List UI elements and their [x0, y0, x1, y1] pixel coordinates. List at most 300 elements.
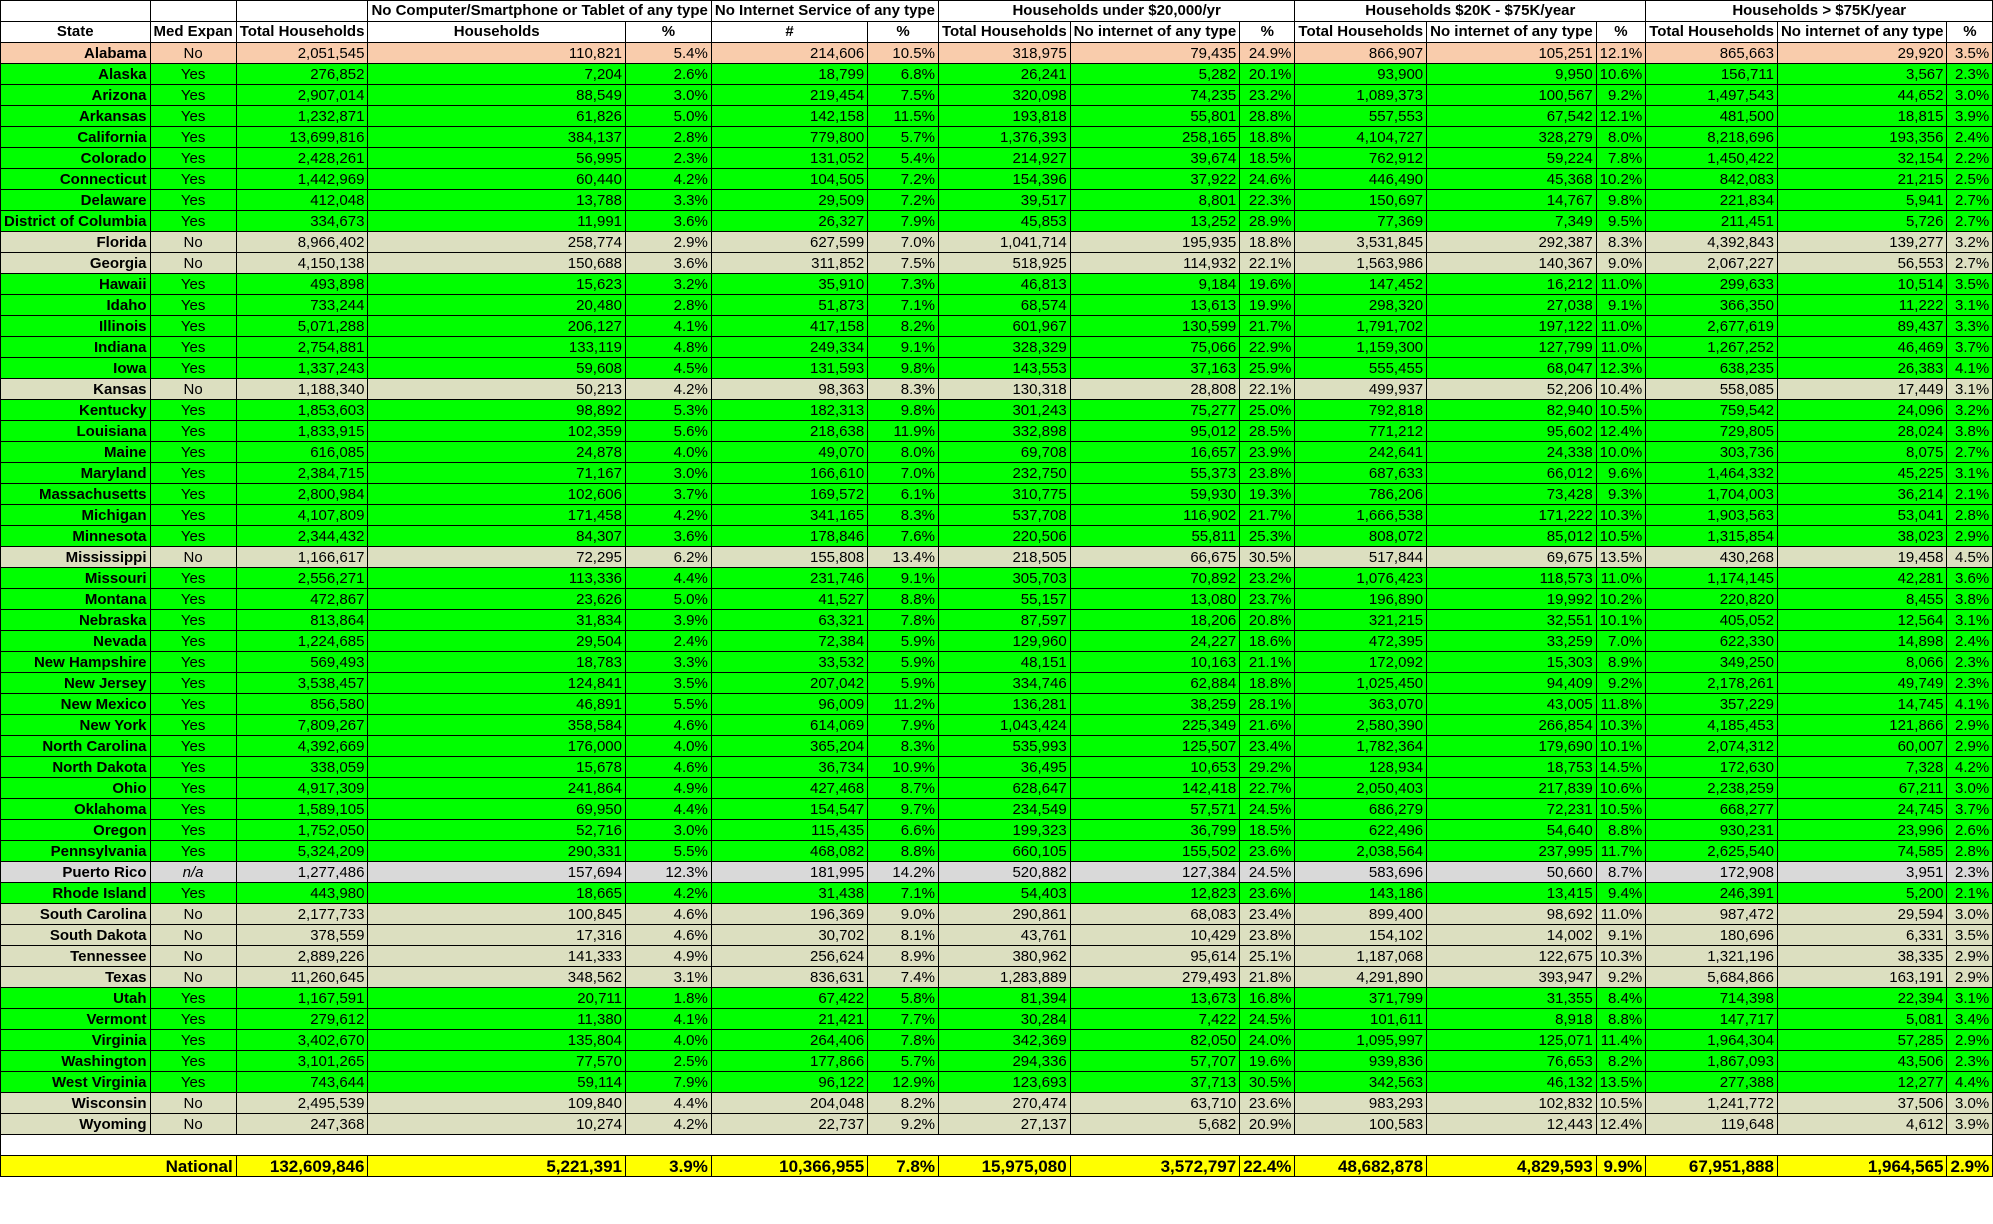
mid-no-internet-cell: 46,132 [1427, 1072, 1597, 1093]
over75-pct-cell: 3.2% [1947, 400, 1993, 421]
no-computer-pct-cell: 4.8% [626, 337, 712, 358]
under20-total-cell: 332,898 [938, 421, 1070, 442]
over75-no-internet-cell: 26,383 [1777, 358, 1947, 379]
no-internet-pct-cell: 12.9% [868, 1072, 939, 1093]
under20-pct-cell: 18.5% [1240, 820, 1295, 841]
over75-no-internet-cell: 53,041 [1777, 505, 1947, 526]
under20-total-cell: 69,708 [938, 442, 1070, 463]
mid-total-cell: 686,279 [1295, 799, 1427, 820]
med-expan-cell: Yes [150, 778, 236, 799]
no-internet-count-cell: 18,799 [711, 64, 867, 85]
over75-no-internet-cell: 57,285 [1777, 1030, 1947, 1051]
no-internet-pct-cell: 7.7% [868, 1009, 939, 1030]
mid-total-cell: 143,186 [1295, 883, 1427, 904]
over75-pct-cell: 2.5% [1947, 169, 1993, 190]
under20-total-cell: 193,818 [938, 106, 1070, 127]
table-row [1, 883, 1993, 904]
state-name-cell: Missouri [1, 568, 151, 589]
over75-no-internet-cell: 45,225 [1777, 463, 1947, 484]
mid-no-internet-cell: 19,992 [1427, 589, 1597, 610]
over75-no-internet-cell: 28,024 [1777, 421, 1947, 442]
under20-pct-cell: 21.7% [1240, 316, 1295, 337]
under20-no-internet-cell: 55,811 [1070, 526, 1240, 547]
header-no-internet-any: No internet of any type [1070, 22, 1240, 43]
over75-pct-cell: 2.3% [1947, 64, 1993, 85]
mid-total-cell: 687,633 [1295, 463, 1427, 484]
mid-no-internet-cell: 98,692 [1427, 904, 1597, 925]
total-households-cell: 5,071,288 [236, 316, 368, 337]
total-households-cell: 4,150,138 [236, 253, 368, 274]
under20-pct-cell: 25.9% [1240, 358, 1295, 379]
no-internet-count-cell: 131,052 [711, 148, 867, 169]
under20-pct-cell: 23.6% [1240, 883, 1295, 904]
table-row [1, 148, 1993, 169]
table-row [1, 190, 1993, 211]
header-no-computer: No Computer/Smartphone or Tablet of any type [368, 1, 711, 22]
table-row [1, 526, 1993, 547]
table-row [1, 358, 1993, 379]
total-households-cell: 743,644 [236, 1072, 368, 1093]
under20-pct-cell: 21.8% [1240, 967, 1295, 988]
over75-total-cell: 1,241,772 [1646, 1093, 1778, 1114]
over75-no-internet-cell: 89,437 [1777, 316, 1947, 337]
state-name-cell: New Hampshire [1, 652, 151, 673]
no-computer-pct-cell: 2.5% [626, 1051, 712, 1072]
under20-total-cell: 520,882 [938, 862, 1070, 883]
under20-total-cell: 55,157 [938, 589, 1070, 610]
over75-total-cell: 1,903,563 [1646, 505, 1778, 526]
over75-pct-cell: 2.7% [1947, 211, 1993, 232]
under20-no-internet-cell: 142,418 [1070, 778, 1240, 799]
no-computer-pct-cell: 4.2% [626, 379, 712, 400]
header-row-groups [1, 1, 1993, 22]
table-row [1, 988, 1993, 1009]
no-computer-count-cell: 348,562 [368, 967, 626, 988]
over75-total-cell: 930,231 [1646, 820, 1778, 841]
state-name-cell: Nebraska [1, 610, 151, 631]
over75-no-internet-cell: 12,564 [1777, 610, 1947, 631]
total-households-cell: 813,864 [236, 610, 368, 631]
under20-no-internet-cell: 130,599 [1070, 316, 1240, 337]
under20-total-cell: 43,761 [938, 925, 1070, 946]
mid-pct-cell: 10.5% [1596, 526, 1646, 547]
mid-no-internet-cell: 73,428 [1427, 484, 1597, 505]
over75-no-internet-cell: 74,585 [1777, 841, 1947, 862]
over75-no-internet-cell: 67,211 [1777, 778, 1947, 799]
under20-total-cell: 342,369 [938, 1030, 1070, 1051]
under20-total-cell: 305,703 [938, 568, 1070, 589]
med-expan-cell: Yes [150, 337, 236, 358]
mid-total-cell: 517,844 [1295, 547, 1427, 568]
over75-pct-cell: 3.0% [1947, 1093, 1993, 1114]
state-name-cell: Minnesota [1, 526, 151, 547]
over75-total-cell: 156,711 [1646, 64, 1778, 85]
mid-no-internet-cell: 122,675 [1427, 946, 1597, 967]
under20-total-cell: 232,750 [938, 463, 1070, 484]
no-computer-pct-cell: 1.8% [626, 988, 712, 1009]
mid-no-internet-cell: 18,753 [1427, 757, 1597, 778]
mid-total-cell: 77,369 [1295, 211, 1427, 232]
med-expan-cell: Yes [150, 190, 236, 211]
no-computer-count-cell: 133,119 [368, 337, 626, 358]
no-computer-pct-cell: 4.2% [626, 505, 712, 526]
no-internet-count-cell: 219,454 [711, 85, 867, 106]
med-expan-cell: No [150, 232, 236, 253]
no-computer-pct-cell: 2.3% [626, 148, 712, 169]
over75-no-internet-cell: 11,222 [1777, 295, 1947, 316]
med-expan-cell: Yes [150, 526, 236, 547]
no-computer-count-cell: 100,845 [368, 904, 626, 925]
total-households-cell: 2,344,432 [236, 526, 368, 547]
over75-no-internet-cell: 22,394 [1777, 988, 1947, 1009]
under20-pct-cell: 24.5% [1240, 862, 1295, 883]
med-expan-cell: Yes [150, 694, 236, 715]
state-name-cell: Mississippi [1, 547, 151, 568]
mid-total-cell: 2,038,564 [1295, 841, 1427, 862]
no-computer-pct-cell: 3.3% [626, 190, 712, 211]
over75-pct-cell: 2.9% [1947, 715, 1993, 736]
over75-no-internet-cell: 10,514 [1777, 274, 1947, 295]
med-expan-cell: Yes [150, 652, 236, 673]
under20-total-cell: 380,962 [938, 946, 1070, 967]
over75-no-internet-cell: 18,815 [1777, 106, 1947, 127]
mid-total-cell: 583,696 [1295, 862, 1427, 883]
med-expan-cell: Yes [150, 64, 236, 85]
mid-no-internet-cell: 7,349 [1427, 211, 1597, 232]
under20-no-internet-cell: 82,050 [1070, 1030, 1240, 1051]
state-name-cell: Maryland [1, 463, 151, 484]
over75-total-cell: 172,908 [1646, 862, 1778, 883]
under20-pct-cell: 23.7% [1240, 589, 1295, 610]
mid-total-cell: 93,900 [1295, 64, 1427, 85]
under20-no-internet-cell: 63,710 [1070, 1093, 1240, 1114]
mid-total-cell: 557,553 [1295, 106, 1427, 127]
header-under-20k: Households under $20,000/yr [938, 1, 1294, 22]
no-internet-pct-cell: 7.8% [868, 610, 939, 631]
over75-no-internet-cell: 14,745 [1777, 694, 1947, 715]
total-households-cell: 2,495,539 [236, 1093, 368, 1114]
mid-pct-cell: 9.1% [1596, 925, 1646, 946]
no-computer-count-cell: 358,584 [368, 715, 626, 736]
no-internet-count-cell: 196,369 [711, 904, 867, 925]
over75-total-cell: 221,834 [1646, 190, 1778, 211]
no-internet-count-cell: 51,873 [711, 295, 867, 316]
under20-total-cell: 81,394 [938, 988, 1070, 1009]
no-computer-pct-cell: 7.9% [626, 1072, 712, 1093]
header-households: Households [368, 22, 626, 43]
table-row [1, 610, 1993, 631]
under20-pct-cell: 19.6% [1240, 1051, 1295, 1072]
over75-total-cell: 1,450,422 [1646, 148, 1778, 169]
state-name-cell: Virginia [1, 1030, 151, 1051]
over75-pct-cell: 4.4% [1947, 1072, 1993, 1093]
no-computer-count-cell: 176,000 [368, 736, 626, 757]
mid-total-cell: 472,395 [1295, 631, 1427, 652]
over75-pct-cell: 2.7% [1947, 442, 1993, 463]
no-internet-count-cell: 67,422 [711, 988, 867, 1009]
no-computer-count-cell: 110,821 [368, 43, 626, 64]
no-computer-pct-cell: 2.6% [626, 64, 712, 85]
under20-pct-cell: 23.4% [1240, 904, 1295, 925]
mid-total-cell: 771,212 [1295, 421, 1427, 442]
under20-total-cell: 628,647 [938, 778, 1070, 799]
mid-no-internet-cell: 292,387 [1427, 232, 1597, 253]
over75-total-cell: 1,315,854 [1646, 526, 1778, 547]
state-name-cell: Wyoming [1, 1114, 151, 1135]
under20-total-cell: 328,329 [938, 337, 1070, 358]
under20-no-internet-cell: 258,165 [1070, 127, 1240, 148]
total-households-cell: 3,402,670 [236, 1030, 368, 1051]
over75-no-internet-cell: 3,567 [1777, 64, 1947, 85]
no-internet-pct-cell: 7.4% [868, 967, 939, 988]
header-total-households: Total Households [938, 22, 1070, 43]
no-computer-count-cell: 29,504 [368, 631, 626, 652]
over75-total-cell: 1,464,332 [1646, 463, 1778, 484]
over75-no-internet-cell: 44,652 [1777, 85, 1947, 106]
total-households-cell: 1,752,050 [236, 820, 368, 841]
over75-pct-cell: 2.1% [1947, 484, 1993, 505]
mid-pct-cell: 10.2% [1596, 589, 1646, 610]
no-internet-count-cell: 131,593 [711, 358, 867, 379]
under20-total-cell: 218,505 [938, 547, 1070, 568]
under20-pct-cell: 22.3% [1240, 190, 1295, 211]
over75-pct-cell: 3.5% [1947, 925, 1993, 946]
under20-pct-cell: 21.1% [1240, 652, 1295, 673]
med-expan-cell: Yes [150, 715, 236, 736]
mid-total-cell: 100,583 [1295, 1114, 1427, 1135]
mid-pct-cell: 10.2% [1596, 169, 1646, 190]
state-name-cell: Montana [1, 589, 151, 610]
med-expan-cell: Yes [150, 799, 236, 820]
mid-total-cell: 172,092 [1295, 652, 1427, 673]
total-households-cell: 276,852 [236, 64, 368, 85]
no-computer-count-cell: 150,688 [368, 253, 626, 274]
mid-no-internet-cell: 9,950 [1427, 64, 1597, 85]
national-over75-pct: 2.9% [1947, 1156, 1993, 1177]
no-internet-count-cell: 49,070 [711, 442, 867, 463]
under20-pct-cell: 24.5% [1240, 1009, 1295, 1030]
no-internet-pct-cell: 7.2% [868, 190, 939, 211]
state-name-cell: Utah [1, 988, 151, 1009]
mid-pct-cell: 9.5% [1596, 211, 1646, 232]
under20-no-internet-cell: 12,823 [1070, 883, 1240, 904]
no-internet-pct-cell: 7.8% [868, 1030, 939, 1051]
under20-total-cell: 130,318 [938, 379, 1070, 400]
under20-no-internet-cell: 57,707 [1070, 1051, 1240, 1072]
over75-total-cell: 1,497,543 [1646, 85, 1778, 106]
med-expan-cell: No [150, 43, 236, 64]
no-internet-count-cell: 63,321 [711, 610, 867, 631]
total-households-cell: 2,800,984 [236, 484, 368, 505]
mid-no-internet-cell: 45,368 [1427, 169, 1597, 190]
under20-no-internet-cell: 13,252 [1070, 211, 1240, 232]
state-name-cell: North Dakota [1, 757, 151, 778]
no-computer-pct-cell: 3.6% [626, 211, 712, 232]
under20-no-internet-cell: 125,507 [1070, 736, 1240, 757]
total-households-cell: 1,167,591 [236, 988, 368, 1009]
no-internet-pct-cell: 11.9% [868, 421, 939, 442]
mid-total-cell: 242,641 [1295, 442, 1427, 463]
over75-total-cell: 2,625,540 [1646, 841, 1778, 862]
over75-total-cell: 299,633 [1646, 274, 1778, 295]
under20-no-internet-cell: 70,892 [1070, 568, 1240, 589]
med-expan-cell: No [150, 967, 236, 988]
mid-no-internet-cell: 67,542 [1427, 106, 1597, 127]
mid-pct-cell: 9.6% [1596, 463, 1646, 484]
no-internet-count-cell: 264,406 [711, 1030, 867, 1051]
no-internet-count-cell: 33,532 [711, 652, 867, 673]
total-households-cell: 5,324,209 [236, 841, 368, 862]
under20-pct-cell: 28.5% [1240, 421, 1295, 442]
header-pct: % [868, 22, 939, 43]
med-expan-cell: Yes [150, 568, 236, 589]
total-households-cell: 1,442,969 [236, 169, 368, 190]
no-computer-count-cell: 88,549 [368, 85, 626, 106]
national-total: 132,609,846 [236, 1156, 368, 1177]
mid-total-cell: 128,934 [1295, 757, 1427, 778]
over75-pct-cell: 2.3% [1947, 862, 1993, 883]
over75-no-internet-cell: 24,096 [1777, 400, 1947, 421]
no-internet-count-cell: 178,846 [711, 526, 867, 547]
under20-no-internet-cell: 7,422 [1070, 1009, 1240, 1030]
over75-total-cell: 4,392,843 [1646, 232, 1778, 253]
under20-total-cell: 301,243 [938, 400, 1070, 421]
mid-total-cell: 866,907 [1295, 43, 1427, 64]
no-internet-count-cell: 311,852 [711, 253, 867, 274]
no-computer-count-cell: 18,665 [368, 883, 626, 904]
mid-pct-cell: 11.0% [1596, 568, 1646, 589]
no-computer-count-cell: 72,295 [368, 547, 626, 568]
over75-total-cell: 2,238,259 [1646, 778, 1778, 799]
no-computer-pct-cell: 5.4% [626, 43, 712, 64]
state-name-cell: Illinois [1, 316, 151, 337]
over75-total-cell: 714,398 [1646, 988, 1778, 1009]
under20-pct-cell: 18.5% [1240, 148, 1295, 169]
med-expan-cell: Yes [150, 358, 236, 379]
mid-pct-cell: 10.3% [1596, 505, 1646, 526]
no-internet-pct-cell: 9.0% [868, 904, 939, 925]
under20-pct-cell: 21.6% [1240, 715, 1295, 736]
no-computer-pct-cell: 4.6% [626, 904, 712, 925]
total-households-cell: 856,580 [236, 694, 368, 715]
mid-total-cell: 342,563 [1295, 1072, 1427, 1093]
no-computer-count-cell: 206,127 [368, 316, 626, 337]
under20-no-internet-cell: 114,932 [1070, 253, 1240, 274]
no-computer-count-cell: 24,878 [368, 442, 626, 463]
med-expan-cell: Yes [150, 988, 236, 1009]
over75-no-internet-cell: 193,356 [1777, 127, 1947, 148]
under20-pct-cell: 25.3% [1240, 526, 1295, 547]
no-computer-pct-cell: 6.2% [626, 547, 712, 568]
med-expan-cell: Yes [150, 421, 236, 442]
state-name-cell: Pennsylvania [1, 841, 151, 862]
over75-no-internet-cell: 8,066 [1777, 652, 1947, 673]
table-row [1, 442, 1993, 463]
under20-total-cell: 27,137 [938, 1114, 1070, 1135]
no-internet-count-cell: 204,048 [711, 1093, 867, 1114]
under20-no-internet-cell: 38,259 [1070, 694, 1240, 715]
over75-total-cell: 481,500 [1646, 106, 1778, 127]
table-row [1, 778, 1993, 799]
total-households-cell: 4,917,309 [236, 778, 368, 799]
med-expan-cell: No [150, 1093, 236, 1114]
mid-no-internet-cell: 179,690 [1427, 736, 1597, 757]
no-internet-count-cell: 214,606 [711, 43, 867, 64]
no-computer-pct-cell: 4.1% [626, 316, 712, 337]
med-expan-cell: Yes [150, 673, 236, 694]
under20-total-cell: 660,105 [938, 841, 1070, 862]
mid-pct-cell: 11.4% [1596, 1030, 1646, 1051]
mid-total-cell: 899,400 [1295, 904, 1427, 925]
table-row [1, 547, 1993, 568]
under20-no-internet-cell: 37,163 [1070, 358, 1240, 379]
total-households-cell: 1,188,340 [236, 379, 368, 400]
no-internet-count-cell: 627,599 [711, 232, 867, 253]
over75-no-internet-cell: 19,458 [1777, 547, 1947, 568]
mid-no-internet-cell: 43,005 [1427, 694, 1597, 715]
under20-no-internet-cell: 37,922 [1070, 169, 1240, 190]
under20-pct-cell: 22.9% [1240, 337, 1295, 358]
under20-pct-cell: 18.6% [1240, 631, 1295, 652]
no-internet-pct-cell: 8.2% [868, 1093, 939, 1114]
mid-pct-cell: 13.5% [1596, 1072, 1646, 1093]
no-computer-pct-cell: 4.2% [626, 169, 712, 190]
table-row [1, 43, 1993, 64]
over75-pct-cell: 2.1% [1947, 883, 1993, 904]
under20-pct-cell: 30.5% [1240, 547, 1295, 568]
table-row [1, 652, 1993, 673]
over75-pct-cell: 2.7% [1947, 253, 1993, 274]
no-internet-count-cell: 36,734 [711, 757, 867, 778]
no-computer-count-cell: 10,274 [368, 1114, 626, 1135]
under20-pct-cell: 23.2% [1240, 85, 1295, 106]
national-mid-pct: 9.9% [1596, 1156, 1646, 1177]
med-expan-cell: Yes [150, 757, 236, 778]
over75-total-cell: 1,704,003 [1646, 484, 1778, 505]
mid-no-internet-cell: 127,799 [1427, 337, 1597, 358]
mid-pct-cell: 9.2% [1596, 673, 1646, 694]
total-households-cell: 443,980 [236, 883, 368, 904]
no-internet-pct-cell: 8.8% [868, 589, 939, 610]
no-computer-pct-cell: 4.4% [626, 568, 712, 589]
over75-pct-cell: 2.7% [1947, 190, 1993, 211]
header-total-households: Total Households [236, 22, 368, 43]
no-internet-count-cell: 26,327 [711, 211, 867, 232]
under20-total-cell: 48,151 [938, 652, 1070, 673]
under20-pct-cell: 30.5% [1240, 1072, 1295, 1093]
table-row [1, 274, 1993, 295]
mid-no-internet-cell: 12,443 [1427, 1114, 1597, 1135]
national-no-internet: 10,366,955 [711, 1156, 867, 1177]
mid-no-internet-cell: 95,602 [1427, 421, 1597, 442]
mid-no-internet-cell: 31,355 [1427, 988, 1597, 1009]
over75-no-internet-cell: 12,277 [1777, 1072, 1947, 1093]
table-row [1, 316, 1993, 337]
over75-pct-cell: 4.1% [1947, 358, 1993, 379]
over75-pct-cell: 3.3% [1947, 316, 1993, 337]
table-row [1, 1072, 1993, 1093]
under20-total-cell: 537,708 [938, 505, 1070, 526]
mid-pct-cell: 9.3% [1596, 484, 1646, 505]
mid-total-cell: 939,836 [1295, 1051, 1427, 1072]
over75-no-internet-cell: 5,200 [1777, 883, 1947, 904]
no-internet-count-cell: 72,384 [711, 631, 867, 652]
no-internet-pct-cell: 8.1% [868, 925, 939, 946]
under20-pct-cell: 24.5% [1240, 799, 1295, 820]
no-internet-pct-cell: 7.9% [868, 715, 939, 736]
mid-total-cell: 3,531,845 [1295, 232, 1427, 253]
total-households-cell: 412,048 [236, 190, 368, 211]
